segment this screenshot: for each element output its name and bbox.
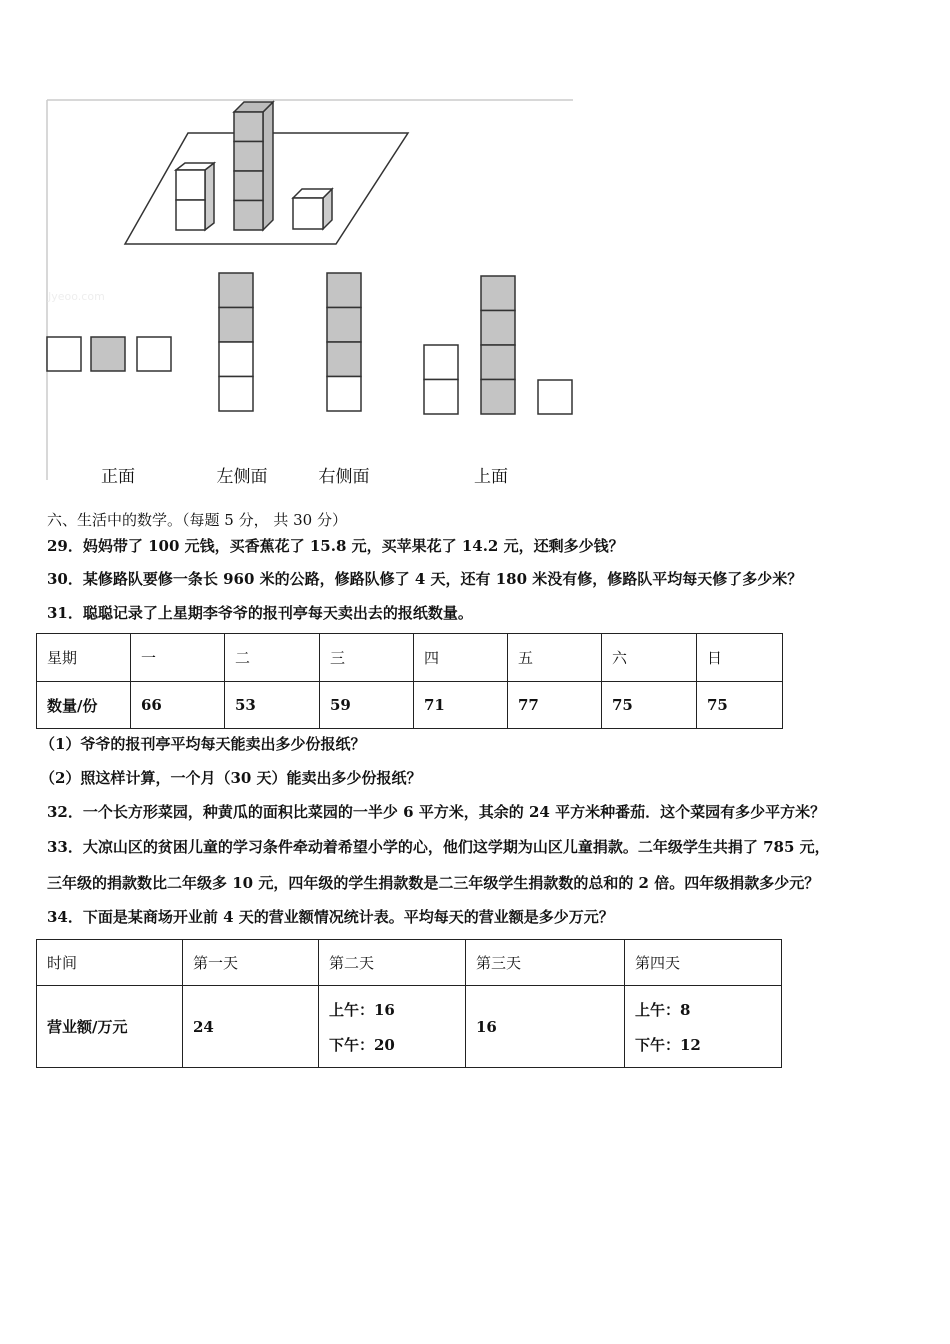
label-front: 正面: [101, 467, 135, 487]
data-cell: 71: [414, 682, 508, 729]
data-cell: 59: [320, 682, 414, 729]
question-30: 30．某修路队要修一条长 960 米的公路，修路队修了 4 天，还有 180 米没有修，修路队平均每天修了多少米？: [47, 570, 803, 588]
header-cell: 第三天: [466, 940, 625, 986]
header-cell: 五: [508, 634, 602, 682]
data-cell: 66: [131, 682, 225, 729]
question-33-line-2: 三年级的捐款数比二年级多 10 元，四年级的学生捐款数是二三年级学生捐款数的总和的 2 倍。四年级捐款多少元？: [47, 874, 820, 892]
watermark: Jyeoo.com: [48, 290, 105, 303]
data-cell: 77: [508, 682, 602, 729]
morning-value: 上午：16: [329, 1000, 395, 1019]
front-view: [47, 337, 171, 371]
header-cell: 六: [602, 634, 697, 682]
question-33-line-1: 33．大凉山区的贫困儿童的学习条件牵动着希望小学的心，他们这学期为山区儿童捐款。二年级学生共捐了 785 元，: [47, 838, 830, 856]
afternoon-value: 下午：20: [329, 1035, 395, 1054]
right-side-view: [327, 273, 361, 411]
data-cell: 75: [697, 682, 783, 729]
cube-views-figure: [0, 0, 950, 500]
header-cell: 第四天: [625, 940, 782, 986]
afternoon-value: 下午：12: [635, 1035, 701, 1054]
data-cell: 53: [225, 682, 320, 729]
question-34: 34．下面是某商场开业前 4 天的营业额情况统计表。平均每天的营业额是多少万元？: [47, 908, 614, 926]
question-32: 32．一个长方形菜园，种黄瓜的面积比菜园的一半少 6 平方米，其余的 24 平方米种番茄．这个菜园有多少平方米？: [47, 803, 826, 821]
header-cell: 第二天: [319, 940, 466, 986]
header-cell: 时间: [37, 940, 183, 986]
header-cell: 三: [320, 634, 414, 682]
data-cell: 16: [466, 986, 625, 1068]
question-31-part-2: （2）照这样计算，一个月（30 天）能卖出多少份报纸？: [40, 769, 422, 787]
question-31-part-1: （1）爷爷的报刊亭平均每天能卖出多少份报纸？: [40, 735, 366, 753]
header-cell: 第一天: [183, 940, 319, 986]
label-right-side: 右侧面: [318, 467, 370, 487]
data-cell: 24: [183, 986, 319, 1068]
question-29: 29．妈妈带了 100 元钱，买香蕉花了 15.8 元，买苹果花了 14.2 元，还剩多少钱？: [47, 537, 624, 555]
row-label: 数量/份: [37, 682, 131, 729]
newspaper-table: [36, 633, 783, 729]
label-left-side: 左侧面: [216, 467, 268, 487]
morning-value: 上午：8: [635, 1000, 691, 1019]
left-side-view: [219, 273, 253, 411]
header-cell: 日: [697, 634, 783, 682]
data-cell: 75: [602, 682, 697, 729]
top-view: [424, 276, 572, 414]
single-cube: [293, 189, 332, 229]
left-stack: [176, 163, 214, 230]
data-cell: [625, 986, 782, 1068]
revenue-table: [36, 939, 782, 1068]
data-cell: [319, 986, 466, 1068]
label-top: 上面: [474, 467, 508, 487]
header-cell: 星期: [37, 634, 131, 682]
section-title: 六、生活中的数学。（每题 5 分， 共 30 分）: [47, 511, 347, 529]
question-31: 31．聪聪记录了上星期李爷爷的报刊亭每天卖出去的报纸数量。: [47, 604, 473, 622]
header-cell: 一: [131, 634, 225, 682]
tall-stack: [234, 102, 273, 230]
header-cell: 四: [414, 634, 508, 682]
row-label: 营业额/万元: [37, 986, 183, 1068]
header-cell: 二: [225, 634, 320, 682]
